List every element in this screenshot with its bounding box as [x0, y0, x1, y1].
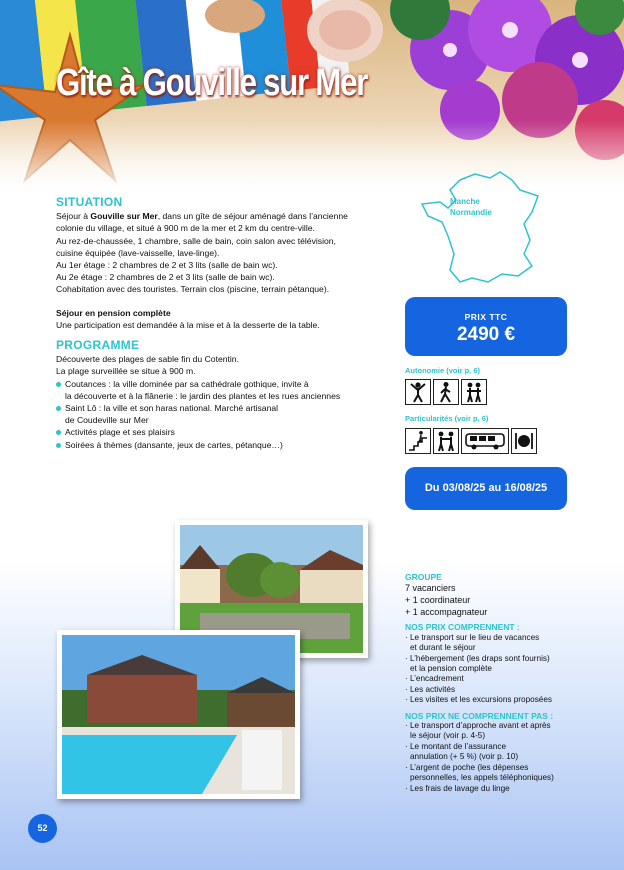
list-item: · Les activités [405, 684, 456, 694]
couple-icon [433, 428, 459, 454]
situation-location: Gouville sur Mer [90, 211, 158, 222]
list-item-text: · Le montant de l’assurance [405, 741, 507, 751]
price-box [405, 297, 567, 356]
situation-heading: SITUATION [56, 195, 123, 209]
page-title: Gîte à Gouville sur Mer [56, 62, 368, 104]
exclus-heading: NOS PRIX NE COMPRENNENT PAS : [405, 710, 554, 721]
situation-line: Au rez-de-chaussée, 1 chambre, salle de bain, coin salon avec télévision, [56, 235, 336, 246]
inclus-list [405, 633, 605, 706]
bullet-text: Saint Lô : la ville et son haras national. Marché artisanal [65, 403, 279, 414]
bullet-text: Soirées à thèmes (dansante, jeux de cartes, pétanque…) [65, 439, 283, 450]
groupe-line: + 1 accompagnateur [405, 607, 488, 618]
situation-intro [56, 210, 376, 222]
situation-line: Au 1er étage : 2 chambres de 2 et 3 lits (salle de bain wc). [56, 260, 278, 271]
list-item [405, 633, 605, 654]
main-content [56, 196, 376, 451]
meal-icon [511, 428, 537, 454]
list-item-text: personnelles, les appels téléphoniques) [410, 773, 554, 783]
programme-bullet [56, 426, 376, 438]
particularites-label: Particularités (voir p. 6) [405, 414, 489, 423]
list-item-text: · L’argent de poche (les dépenses [405, 762, 529, 772]
dates-box: Du 03/08/25 au 16/08/25 [405, 467, 567, 510]
situation-line: cuisine équipée (lave-vaisselle, lave-linge). [56, 247, 220, 258]
bullet-dot-icon [56, 382, 61, 387]
autonomie-label: Autonomie (voir p. 6) [405, 366, 480, 375]
situation-intro-prefix: Séjour à [56, 211, 91, 222]
programme-bullet [56, 402, 376, 426]
pension-title: Séjour en pension complète [56, 307, 171, 318]
person-arms-up-icon [405, 379, 431, 405]
page-number: 52 [28, 814, 57, 843]
programme-bullet [56, 439, 376, 451]
situation-intro-suffix: , dans un gîte de séjour aménagé dans l’ancienne [157, 211, 348, 222]
programme-intro: Découverte des plages de sable fin du Cotentin. [56, 354, 239, 365]
list-item [405, 763, 605, 784]
two-people-icon [461, 379, 487, 405]
groupe-line: 7 vacanciers [405, 583, 456, 594]
list-item: · Les visites et les excursions proposées [405, 695, 552, 705]
list-item-text: annulation (+ 5 %) (voir p. 10) [410, 752, 519, 762]
list-item-text: · L’hébergement (les draps sont fournis) [405, 653, 550, 663]
groupe-heading: GROUPE [405, 572, 442, 582]
list-item [405, 654, 605, 675]
bullet-text: Coutances : la ville dominée par sa cathédrale gothique, invite à [65, 378, 309, 389]
price-value: 2490 € [456, 324, 516, 345]
map-label-normandie: Normandie [450, 208, 492, 217]
exclus-list [405, 721, 605, 794]
list-item-text: · Le transport sur le lieu de vacances [405, 632, 540, 642]
bullet-text: Activités plage et ses plaisirs [65, 427, 175, 438]
france-map [420, 170, 552, 288]
bullet-text: la découverte et à la flânerie : le jardin des plantes et les rues anciennes [65, 390, 341, 401]
map-label-manche: Manche [450, 197, 480, 206]
info-panel [405, 572, 605, 794]
autonomie-icons [405, 379, 487, 405]
bullet-dot-icon [56, 406, 61, 411]
stairs-icon [405, 428, 431, 454]
situation-line: Cohabitation avec des touristes. Terrain clos (piscine, terrain pétanque). [56, 284, 330, 295]
inclus-heading: NOS PRIX COMPRENNENT : [405, 622, 520, 633]
photo-pool [57, 630, 300, 799]
list-item-text: et la pension complète [410, 664, 492, 674]
particularites-icons [405, 428, 537, 454]
programme-heading: PROGRAMME [56, 338, 140, 353]
bus-icon [461, 428, 509, 454]
list-item-text: le séjour (voir p. 4-5) [410, 731, 486, 741]
bullet-dot-icon [56, 443, 61, 448]
walking-person-icon [433, 379, 459, 405]
list-item [405, 742, 605, 763]
list-item-text: · Le transport d’approche avant et après [405, 721, 551, 731]
list-item: · Les frais de lavage du linge [405, 783, 510, 793]
bullet-dot-icon [56, 430, 61, 435]
programme-intro: La plage surveillée se situe à 900 m. [56, 366, 196, 377]
situation-line: Au 2e étage : 2 chambres de 2 et 3 lits (salle de bain wc). [56, 272, 275, 283]
situation-line: colonie du village, et situé à 900 m de la mer et 2 km du centre-ville. [56, 223, 315, 234]
list-item-text: et durant le séjour [410, 643, 476, 653]
programme-bullet [56, 378, 376, 402]
pension-text: Une participation est demandée à la mise et à la desserte de la table. [56, 319, 320, 330]
list-item [405, 721, 605, 742]
price-label: PRIX TTC [464, 312, 508, 322]
bullet-text: de Coudeville sur Mer [65, 415, 149, 426]
pool-image [62, 635, 295, 794]
groupe-line: + 1 coordinateur [405, 595, 471, 606]
list-item: · L’encadrement [405, 674, 464, 684]
